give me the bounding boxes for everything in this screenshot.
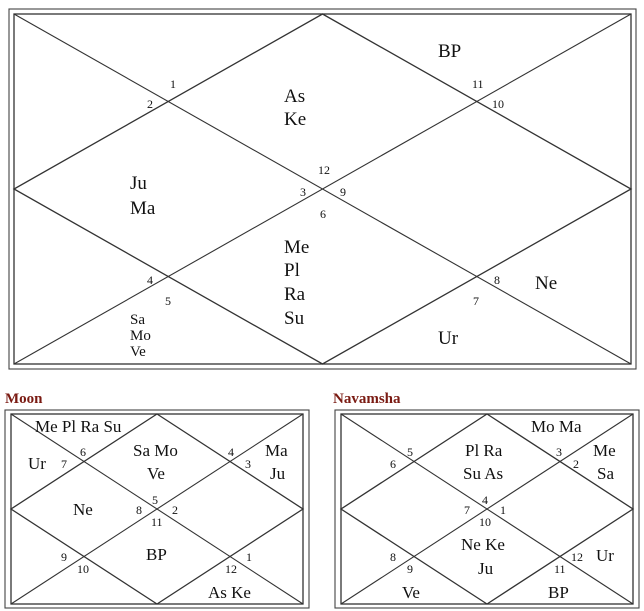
- moon-house-11-planet-bp: BP: [146, 545, 167, 564]
- main-house-number-8: 8: [494, 273, 500, 287]
- main-house-4-planet-pl: Pl: [284, 260, 300, 281]
- moon-house-number-8: 8: [136, 503, 142, 517]
- navamsha-house-4-planet-line-2: Su As: [463, 464, 504, 483]
- moon-chart: [5, 391, 309, 608]
- moon-house-number-1: 1: [246, 550, 252, 564]
- main-house-number-11: 11: [472, 77, 484, 91]
- main-house-number-7: 7: [473, 294, 479, 308]
- moon-chart-title: Moon: [5, 391, 43, 407]
- navamsha-house-number-11: 11: [554, 562, 566, 576]
- moon-house-number-2: 2: [172, 503, 178, 517]
- moon-house-3-planet-ju: Ju: [270, 464, 286, 483]
- navamsha-house-number-2: 2: [573, 457, 579, 471]
- navamsha-house-2-planet-sa: Sa: [597, 464, 614, 483]
- navamsha-house-4-planet-line-1: Pl Ra: [465, 441, 503, 460]
- navamsha-house-2-planet-me: Me: [593, 441, 616, 460]
- moon-house-number-9: 9: [61, 550, 67, 564]
- moon-house-6-planets: Me Pl Ra Su: [35, 417, 122, 436]
- main-house-5-planet-ve: Ve: [130, 344, 146, 360]
- main-house-number-5: 5: [165, 294, 171, 308]
- moon-house-number-12: 12: [225, 562, 237, 576]
- moon-house-number-4: 4: [228, 445, 234, 459]
- navamsha-house-number-5: 5: [407, 445, 413, 459]
- navamsha-house-number-9: 9: [407, 562, 413, 576]
- main-chart: [9, 9, 636, 369]
- main-house-5-planet-sa: Sa: [130, 312, 145, 328]
- navamsha-chart-title: Navamsha: [333, 391, 401, 407]
- moon-house-number-5: 5: [152, 493, 158, 507]
- moon-house-5-planet-line-1: Sa Mo: [133, 441, 178, 460]
- navamsha-house-3-planets: Mo Ma: [531, 417, 582, 436]
- moon-house-number-3: 3: [245, 457, 251, 471]
- navamsha-house-10-planet-line-1: Ne Ke: [461, 535, 505, 554]
- navamsha-house-number-12: 12: [571, 550, 583, 564]
- main-house-7-planet-ur: Ur: [438, 328, 459, 349]
- moon-house-5-planet-line-2: Ve: [147, 464, 165, 483]
- main-house-number-9: 9: [340, 185, 346, 199]
- navamsha-chart: [333, 391, 639, 608]
- navamsha-house-number-8: 8: [390, 550, 396, 564]
- navamsha-house-number-10: 10: [479, 515, 491, 529]
- navamsha-house-number-1: 1: [500, 503, 506, 517]
- main-house-4-planet-ra: Ra: [284, 284, 306, 305]
- main-house-5-planet-mo: Mo: [130, 328, 151, 344]
- navamsha-house-10-planet-line-2: Ju: [478, 559, 494, 578]
- moon-house-8-planet-ne: Ne: [73, 500, 93, 519]
- main-house-1-planet-ke: Ke: [284, 109, 307, 130]
- navamsha-house-number-4: 4: [482, 493, 488, 507]
- main-house-number-12: 12: [318, 163, 330, 177]
- main-house-8-planet-ne: Ne: [535, 273, 558, 294]
- main-house-number-4: 4: [147, 273, 153, 287]
- main-house-number-6: 6: [320, 207, 326, 221]
- main-house-number-2: 2: [147, 97, 153, 111]
- moon-house-number-11: 11: [151, 515, 163, 529]
- navamsha-house-number-3: 3: [556, 445, 562, 459]
- navamsha-house-12-planet-ur: Ur: [596, 546, 614, 565]
- main-house-1-planet-as: As: [284, 86, 306, 107]
- main-house-number-1: 1: [170, 77, 176, 91]
- moon-house-number-6: 6: [80, 445, 86, 459]
- main-house-3-planet-ma: Ma: [130, 198, 156, 219]
- navamsha-house-11-planet-bp: BP: [548, 583, 569, 602]
- moon-house-3-planet-ma: Ma: [265, 441, 288, 460]
- moon-house-7-planet-ur: Ur: [28, 454, 46, 473]
- moon-house-1-planets: As Ke: [208, 583, 251, 602]
- main-house-number-3: 3: [300, 185, 306, 199]
- main-house-12-planet-bp: BP: [438, 41, 462, 62]
- navamsha-house-number-6: 6: [390, 457, 396, 471]
- moon-house-number-7: 7: [61, 457, 67, 471]
- main-house-4-planet-su: Su: [284, 308, 305, 329]
- navamsha-house-number-7: 7: [464, 503, 470, 517]
- main-house-3-planet-ju: Ju: [130, 173, 147, 194]
- main-house-4-planet-me: Me: [284, 237, 310, 258]
- moon-house-number-10: 10: [77, 562, 89, 576]
- main-house-number-10: 10: [492, 97, 504, 111]
- navamsha-house-9-planet-ve: Ve: [402, 583, 420, 602]
